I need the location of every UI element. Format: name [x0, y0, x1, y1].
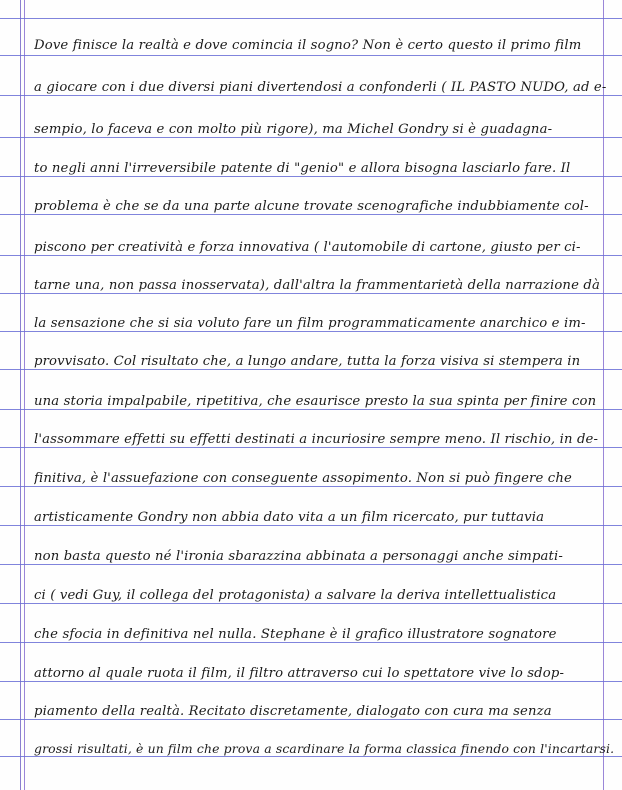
ruled-line	[0, 719, 622, 720]
text-line-16: che sfocia in definitiva nel nulla. Stephane è il grafico illustratore sognatore	[34, 627, 557, 642]
text-line-2: a giocare con i due diversi piani divertendosi a confonderli ( IL PASTO NUDO, ad e-	[34, 80, 607, 95]
ruled-line	[0, 603, 622, 604]
left-margin-line	[20, 0, 21, 790]
ruled-line	[0, 564, 622, 565]
text-line-9: provvisato. Col risultato che, a lungo andare, tutta la forza visiva si stempera in	[34, 354, 581, 369]
text-line-6: piscono per creatività e forza innovativa ( l'automobile di cartone, giusto per ci-	[34, 240, 581, 255]
text-line-7: tarne una, non passa inosservata), dall'altra la frammentarietà della narrazione dà	[34, 278, 600, 293]
ruled-line	[0, 409, 622, 410]
text-line-5: problema è che se da una parte alcune trovate scenografiche indubbiamente col-	[34, 199, 589, 214]
ruled-line	[0, 331, 622, 332]
ruled-line	[0, 255, 622, 256]
ruled-line	[0, 176, 622, 177]
text-line-12: finitiva, è l'assuefazione con conseguente assopimento. Non si può fingere che	[34, 471, 572, 486]
text-line-1: Dove finisce la realtà e dove comincia il sogno? Non è certo questo il primo film	[34, 38, 582, 53]
ruled-line	[0, 486, 622, 487]
ruled-line	[0, 525, 622, 526]
ruled-line	[0, 214, 622, 215]
ruled-line	[0, 293, 622, 294]
text-line-4: to negli anni l'irreversibile patente di "genio" e allora bisogna lasciarlo fare. Il	[34, 161, 571, 176]
ruled-line	[0, 137, 622, 138]
ruled-line	[0, 642, 622, 643]
text-line-19: grossi risultati, è un film che prova a scardinare la forma classica finendo con l'incartarsi.	[34, 741, 614, 756]
left-margin-line-inner	[24, 0, 25, 790]
text-line-14: non basta questo né l'ironia sbarazzina abbinata a personaggi anche simpati-	[34, 549, 563, 564]
text-line-13: artisticamente Gondry non abbia dato vita a un film ricercato, pur tuttavia	[34, 510, 545, 525]
ruled-line	[0, 681, 622, 682]
text-line-17: attorno al quale ruota il film, il filtro attraverso cui lo spettatore vive lo sdop-	[34, 666, 565, 681]
ruled-line	[0, 369, 622, 370]
text-line-3: sempio, lo faceva e con molto più rigore), ma Michel Gondry si è guadagna-	[34, 122, 553, 137]
ruled-line	[0, 447, 622, 448]
ruled-line	[0, 55, 622, 56]
ruled-line	[0, 18, 622, 19]
text-line-11: l'assommare effetti su effetti destinati a incuriosire sempre meno. Il rischio, in de-	[34, 432, 599, 447]
text-line-10: una storia impalpabile, ripetitiva, che esaurisce presto la sua spinta per finire con	[34, 394, 597, 409]
ruled-line	[0, 95, 622, 96]
text-line-15: ci ( vedi Guy, il collega del protagonista) a salvare la deriva intellettualistica	[34, 588, 557, 603]
text-line-18: piamento della realtà. Recitato discretamente, dialogato con cura ma senza	[34, 704, 552, 719]
text-line-8: la sensazione che si sia voluto fare un film programmaticamente anarchico e im-	[34, 316, 586, 331]
ruled-line	[0, 756, 622, 757]
